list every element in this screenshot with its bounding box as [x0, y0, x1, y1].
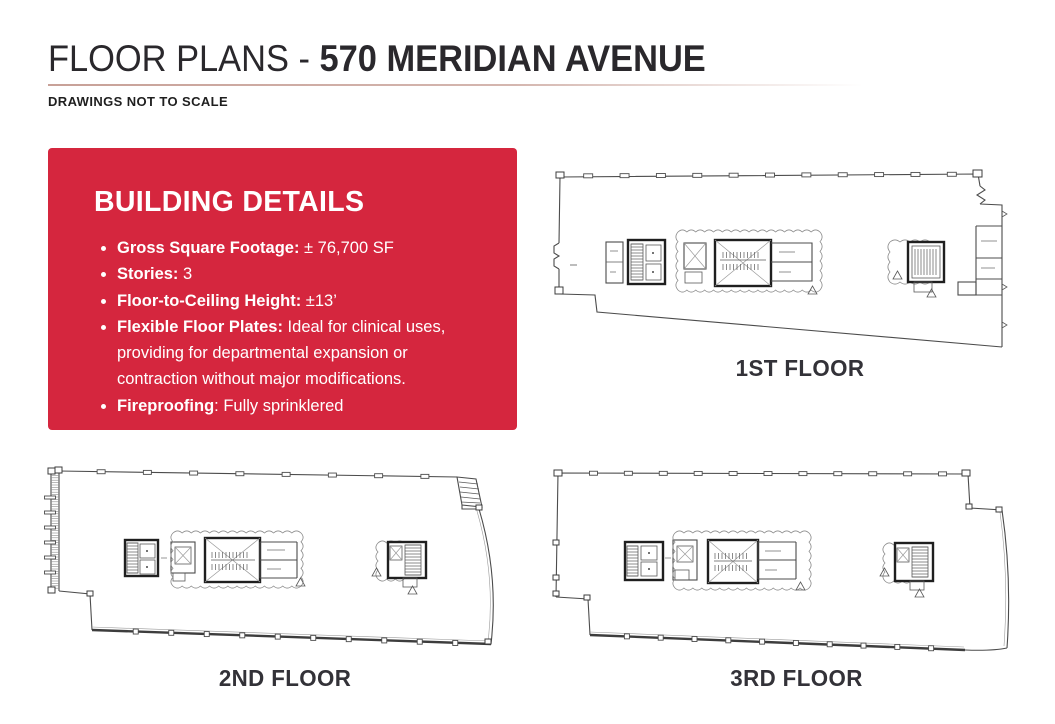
floor-plan-1-drawing [550, 148, 1050, 353]
building-detail-item: • Floor-to-Ceiling Height: ±13’ [117, 288, 491, 314]
floor-plan-1-figure [550, 148, 1050, 382]
page-title-prefix: FLOOR PLANS - [48, 38, 320, 79]
page-title-address: 570 MERIDIAN AVENUE [319, 38, 706, 79]
floor-plan-1-central-core [570, 230, 822, 294]
warning-triangle-icon [296, 578, 305, 586]
building-details-list [48, 235, 517, 419]
warning-triangle-icon [808, 286, 817, 294]
building-detail-item: • Flexible Floor Plates: Ideal for clinical uses, providing for departmental expansion or contraction without major modifications. [117, 314, 491, 393]
floor-plan-2-drawing [33, 458, 508, 663]
floor-plan-2-figure [33, 458, 508, 692]
building-details-title: BUILDING DETAILS [94, 186, 365, 218]
floor-plan-3-main-core [625, 540, 697, 580]
floor-plan-1-right-wing [958, 226, 1002, 295]
building-detail-item: • Stories: 3 [117, 261, 491, 287]
floor-plan-3-label: 3RD FLOOR [730, 665, 863, 691]
floor-plan-1-label: 1ST FLOOR [735, 355, 865, 381]
not-to-scale-note: DRAWINGS NOT TO SCALE [48, 94, 229, 109]
floor-plan-3-drawing [548, 458, 1045, 663]
floor-plan-3-right-core [880, 543, 933, 597]
building-detail-item: • Fireproofing: Fully sprinklered [117, 393, 491, 419]
building-detail-item: • Gross Square Footage: ± 76,700 SF [117, 235, 491, 261]
title-underline-rule [48, 84, 897, 86]
floor-plan-2-main-core [125, 540, 195, 581]
floor-plan-2-right-core [372, 541, 426, 594]
page-title [48, 38, 706, 80]
floor-plan-3-figure [548, 458, 1045, 692]
floor-plan-2-label: 2ND FLOOR [218, 665, 352, 691]
building-details-card [48, 148, 517, 430]
floor-plan-1-right-stair-core [888, 240, 944, 297]
